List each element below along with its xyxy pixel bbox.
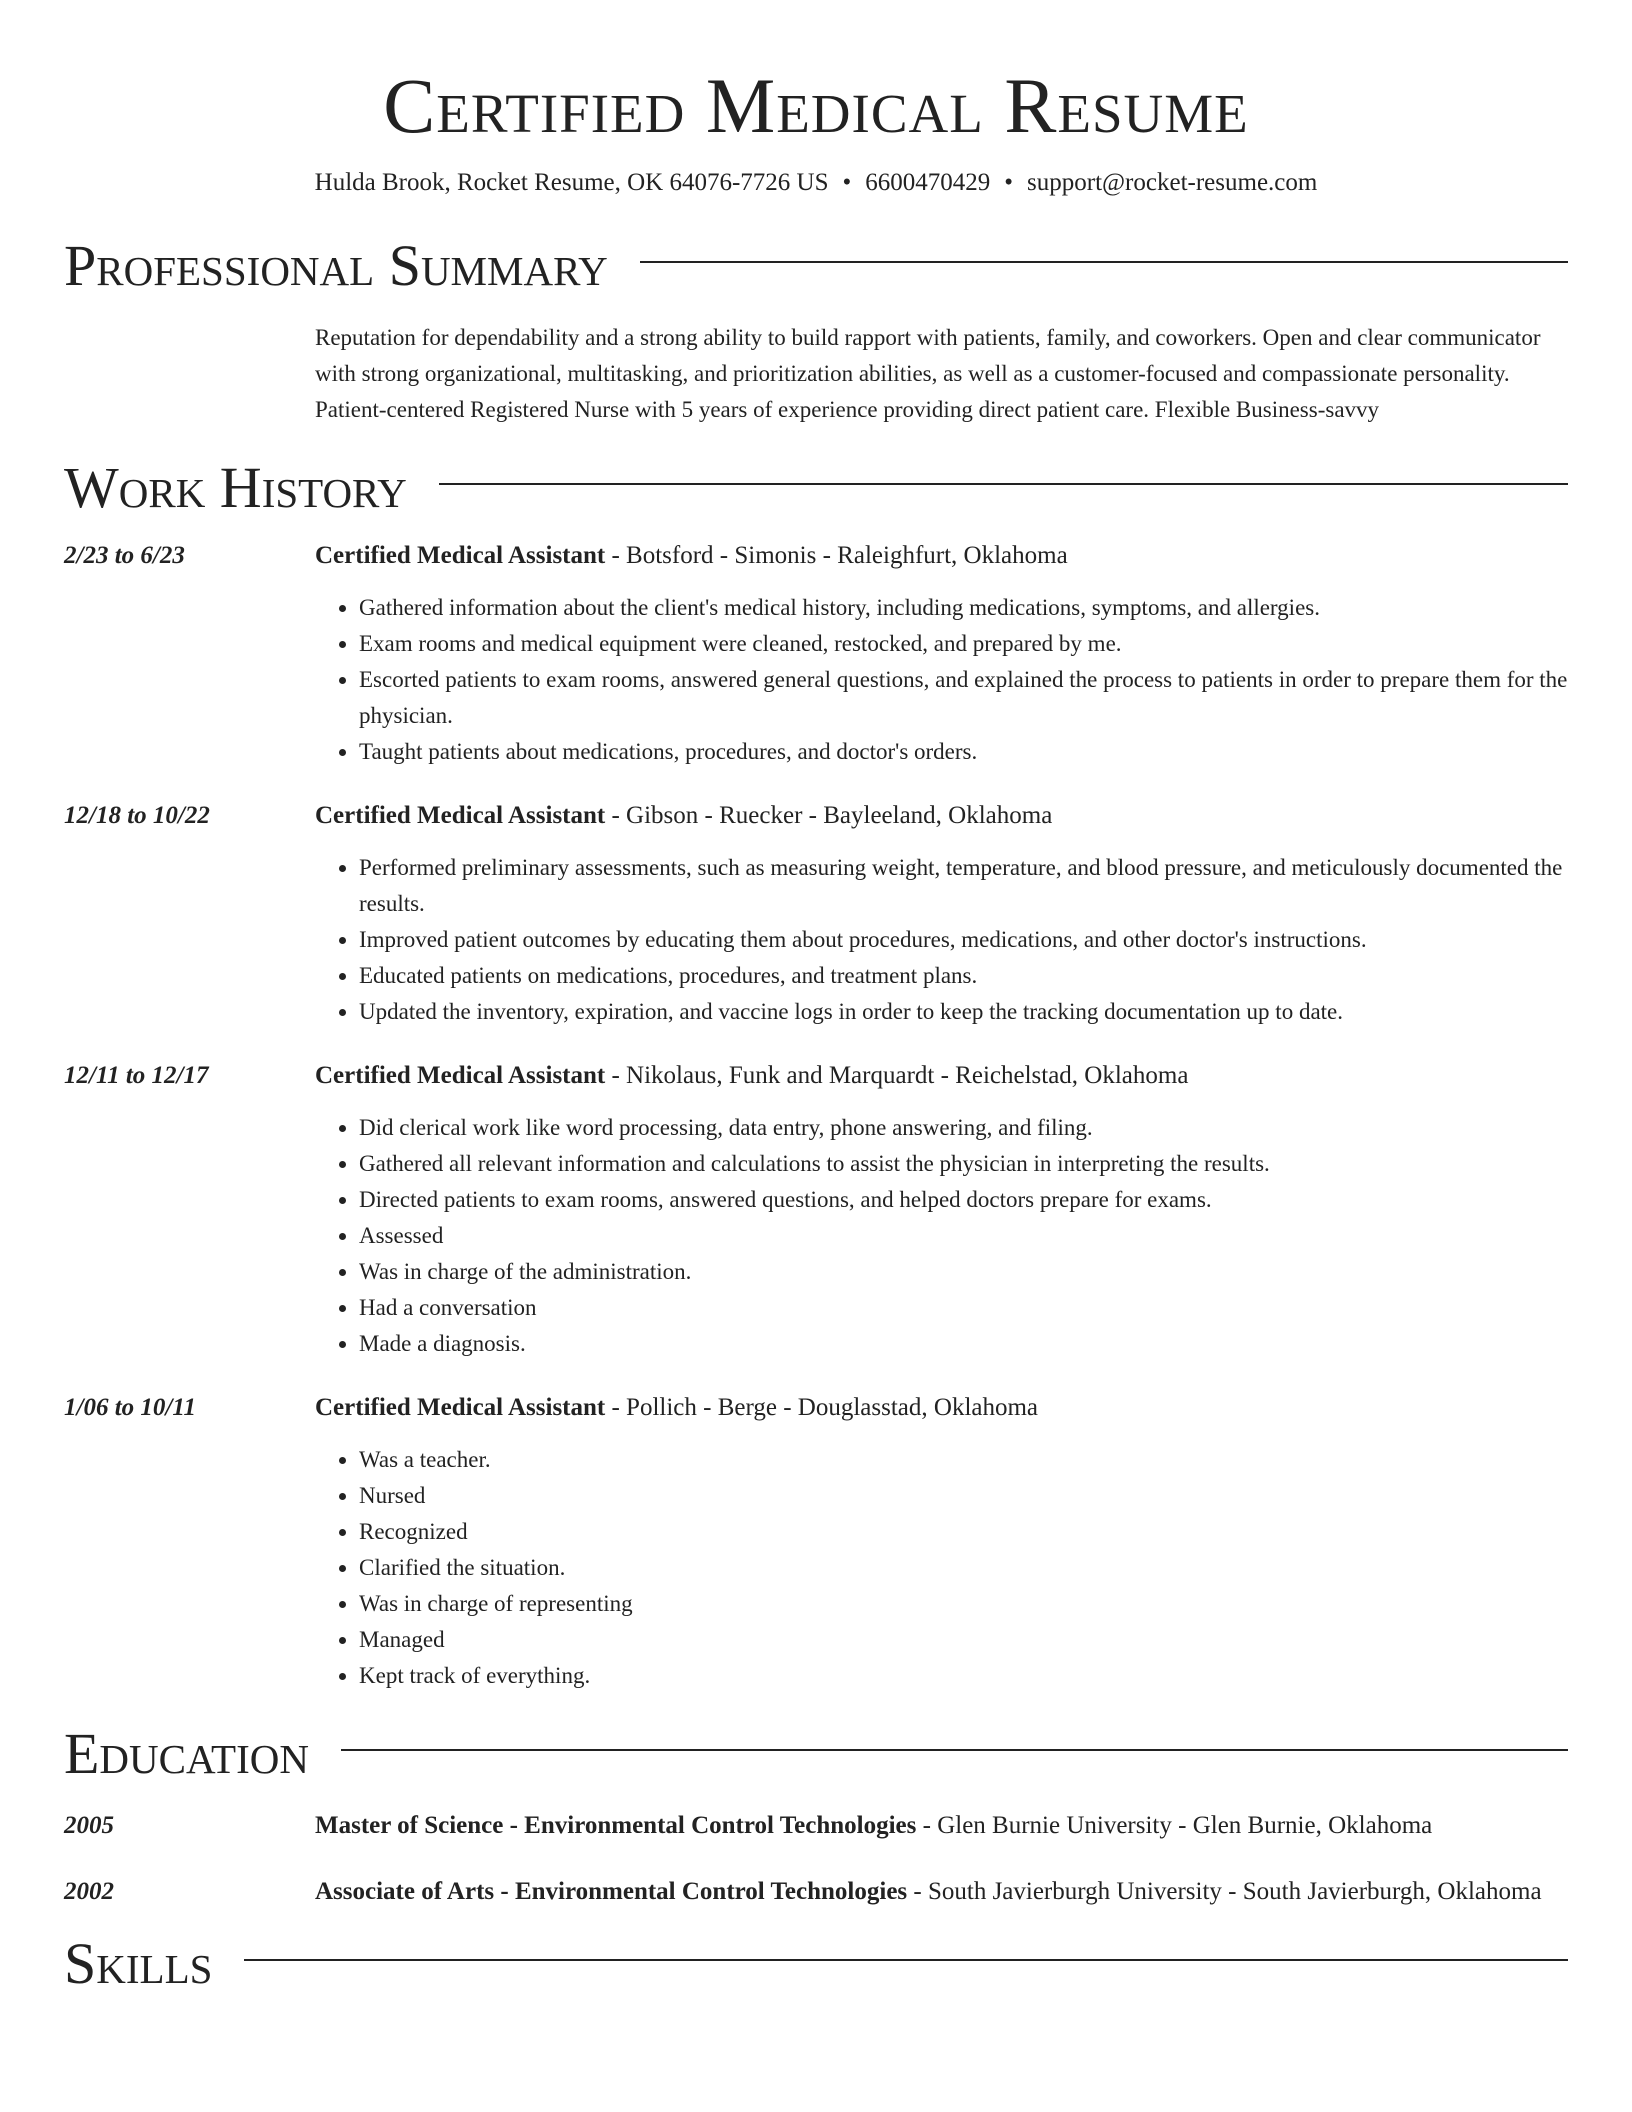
section-divider: [341, 1749, 1568, 1751]
list-item: • Nursed: [359, 1478, 1568, 1514]
job-bullets: [315, 1442, 1568, 1694]
resume-page: [64, 0, 1568, 1994]
summary-text: Reputation for dependability and a strong ability to build rapport with patients, family, and coworkers. Open and clear communicator with strong organizational, multitasking, and prioritization abilities, as well as a customer-focused and compassionate personality. Patient-centered Registered Nurse with 5 years of experience providing direct patient care. Flexible Business-savvy: [315, 325, 1541, 422]
list-item: • Exam rooms and medical equipment were cleaned, restocked, and prepared by me.: [359, 626, 1568, 662]
job-employer: - Botsford - Simonis - Raleighfurt, Oklahoma: [605, 542, 1068, 569]
section-divider: [640, 261, 1568, 263]
contact-separator: •: [1004, 169, 1014, 196]
education-school: - South Javierburgh University - South Javierburgh, Oklahoma: [907, 1878, 1542, 1905]
summary-section-header: [64, 233, 1568, 298]
job-line: [315, 1388, 1568, 1428]
job-bullets: [315, 1110, 1568, 1362]
education-year: 2002: [64, 1878, 114, 1905]
job-title: Certified Medical Assistant: [315, 1394, 606, 1421]
list-item: • Taught patients about medications, procedures, and doctor's orders.: [359, 734, 1568, 770]
list-item: • Was in charge of the administration.: [359, 1254, 1568, 1290]
job-entry: [64, 536, 1568, 770]
contact-email: support@rocket-resume.com: [1027, 169, 1318, 196]
education-entry: [64, 1806, 1568, 1846]
job-dates: 1/06 to 10/11: [64, 1394, 196, 1421]
education-heading: Education: [64, 1721, 309, 1786]
work-section-header: [64, 455, 1568, 520]
contact-phone: 6600470429: [865, 169, 991, 196]
job-title: Certified Medical Assistant: [315, 542, 606, 569]
list-item: • Had a conversation: [359, 1290, 1568, 1326]
contact-address: Hulda Brook, Rocket Resume, OK 64076-7726 US: [314, 169, 829, 196]
list-item: • Improved patient outcomes by educating them about procedures, medications, and other doctor's instructions.: [359, 922, 1568, 958]
contact-separator: •: [842, 169, 852, 196]
job-employer: - Gibson - Ruecker - Bayleeland, Oklahoma: [605, 802, 1053, 829]
list-item: • Was a teacher.: [359, 1442, 1568, 1478]
list-item: • Directed patients to exam rooms, answered questions, and helped doctors prepare for exams.: [359, 1182, 1568, 1218]
job-dates: 2/23 to 6/23: [64, 542, 185, 569]
list-item: • Managed: [359, 1622, 1568, 1658]
list-item: • Updated the inventory, expiration, and vaccine logs in order to keep the tracking documentation up to date.: [359, 994, 1568, 1030]
job-dates: 12/18 to 10/22: [64, 802, 210, 829]
job-entry: [64, 1056, 1568, 1362]
section-divider: [244, 1959, 1568, 1961]
list-item: • Gathered information about the client's medical history, including medications, symptoms, and allergies.: [359, 590, 1568, 626]
job-title: Certified Medical Assistant: [315, 1062, 606, 1089]
education-degree: Master of Science - Environmental Control Technologies: [315, 1812, 917, 1839]
list-item: • Performed preliminary assessments, such as measuring weight, temperature, and blood pressure, and meticulously documented the results.: [359, 850, 1568, 922]
work-heading: Work History: [64, 455, 407, 520]
list-item: • Recognized: [359, 1514, 1568, 1550]
list-item: • Assessed: [359, 1218, 1568, 1254]
job-entry: [64, 796, 1568, 1030]
list-item: • Clarified the situation.: [359, 1550, 1568, 1586]
job-entry: [64, 1388, 1568, 1694]
education-degree: Associate of Arts - Environmental Control Technologies: [315, 1878, 908, 1905]
job-title: Certified Medical Assistant: [315, 802, 606, 829]
list-item: • Educated patients on medications, procedures, and treatment plans.: [359, 958, 1568, 994]
job-bullets: [315, 850, 1568, 1030]
education-year: 2005: [64, 1812, 114, 1839]
contact-line: [64, 166, 1568, 200]
skills-section-header: [64, 1931, 1568, 1996]
education-entry: [64, 1872, 1568, 1912]
job-line: [315, 796, 1568, 836]
list-item: • Was in charge of representing: [359, 1586, 1568, 1622]
list-item: • Made a diagnosis.: [359, 1326, 1568, 1362]
list-item: • Escorted patients to exam rooms, answered general questions, and explained the process to patients in order to prepare them for the physician.: [359, 662, 1568, 734]
section-divider: [439, 483, 1568, 485]
skills-heading: Skills: [64, 1931, 213, 1996]
job-employer: - Pollich - Berge - Douglasstad, Oklahoma: [605, 1394, 1039, 1421]
job-line: [315, 1056, 1568, 1096]
education-school: - Glen Burnie University - Glen Burnie, Oklahoma: [916, 1812, 1433, 1839]
job-employer: - Nikolaus, Funk and Marquardt - Reichelstad, Oklahoma: [605, 1062, 1189, 1089]
list-item: • Did clerical work like word processing, data entry, phone answering, and filing.: [359, 1110, 1568, 1146]
list-item: • Kept track of everything.: [359, 1658, 1568, 1694]
job-line: [315, 536, 1568, 576]
page-title: Certified Medical Resume: [383, 62, 1249, 149]
job-bullets: [315, 590, 1568, 770]
list-item: • Gathered all relevant information and calculations to assist the physician in interpreting the results.: [359, 1146, 1568, 1182]
summary-heading: Professional Summary: [64, 233, 608, 298]
job-dates: 12/11 to 12/17: [64, 1062, 209, 1089]
education-section-header: [64, 1721, 1568, 1786]
